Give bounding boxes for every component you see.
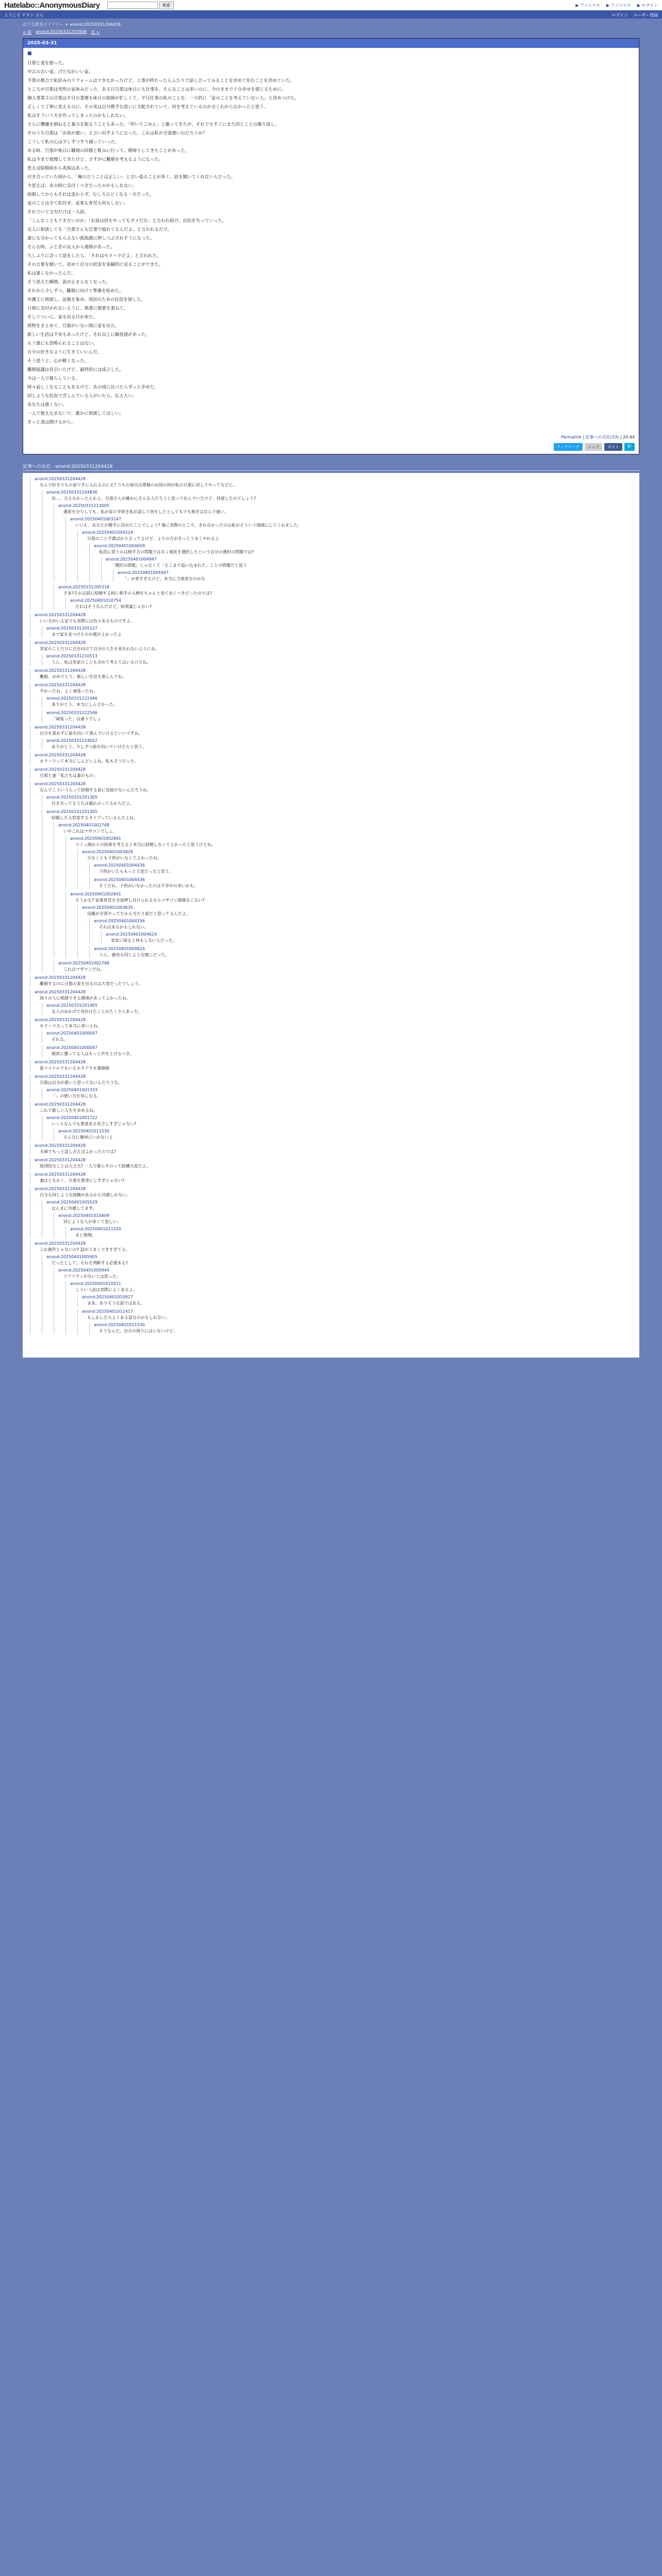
reaction-link[interactable]: anond:20250331205318 — [58, 585, 109, 589]
entry-paragraph: 私は今まで我慢してきたけど、さすがに離婚を考えるようになった。 — [27, 157, 163, 162]
reaction-text: 「」が多すぎるけど、本当に当事者なのかな — [123, 577, 205, 581]
reaction-link[interactable]: anond:20250401000047 — [46, 1031, 97, 1036]
reaction-link[interactable]: anond:20250331204428 — [35, 1060, 86, 1064]
reaction-item — [54, 961, 635, 973]
reaction-item — [77, 530, 635, 582]
entry-paragraph: 中古の古い家。げた匂がいい家。 — [27, 70, 93, 75]
reaction-text: なんで好きでもの家で手に入れるのにえ? うちの毎日は書類のお国の何が私の旦那に対してやってなどに。 — [40, 483, 237, 487]
reaction-link[interactable]: anond:20250331204428 — [35, 613, 86, 617]
reaction-tree — [23, 473, 639, 1358]
top-links — [575, 3, 658, 8]
reaction-text: 「」の使い方が気になる。 — [52, 1094, 101, 1098]
reaction-item — [54, 1129, 635, 1141]
reaction-item — [54, 585, 635, 610]
reaction-item — [42, 1200, 635, 1239]
reaction-item — [30, 668, 635, 680]
breadcrumb-site[interactable]: はてな匿名ダイアリー — [23, 22, 64, 27]
entry-paragraph: 旦那に気付かれないように、慎重に慎重を重ねて。 — [27, 306, 128, 311]
reaction-item — [30, 683, 635, 722]
entry-paragraph: 今思えば、あの時に気付くべきだったのかもしれない。 — [27, 183, 137, 189]
reaction-link[interactable]: anond:20250331204428 — [35, 1172, 86, 1177]
reaction-item — [42, 1045, 635, 1057]
reaction-item — [30, 782, 635, 973]
reaction-text: もしかしたらよくある話なのかもしれない。 — [87, 1315, 170, 1320]
reaction-link[interactable]: anond:20250401010754 — [70, 598, 121, 603]
reactions-heading: 記事への反応 - anond:20250331204428 — [23, 463, 639, 471]
reaction-item — [30, 1102, 635, 1141]
reaction-item — [65, 1281, 635, 1334]
entry-paragraph: 弁護士に相談し、証拠を集め、別居のための住居を探した。 — [27, 297, 146, 302]
reaction-text: 自分も同じような経験があるから共感しかない。 — [40, 1193, 130, 1197]
reaction-link[interactable]: anond:20250401010927 — [82, 1295, 133, 1299]
reaction-item — [30, 753, 635, 765]
entry-time: 20:44 — [622, 435, 635, 439]
reaction-item — [42, 696, 635, 708]
reaction-item — [65, 1227, 635, 1239]
reaction-link[interactable]: anond:20250401011530 — [94, 1323, 145, 1327]
reaction-item — [65, 892, 635, 958]
reaction-text: 出…、言えなかったんかよ、旦那さんが確かにそんな人だろうと思って住んでいたけど、同意したのでしょう? — [52, 496, 256, 501]
reaction-link[interactable]: anond:20250401004436 — [94, 863, 145, 868]
reaction-link[interactable]: anond:20250331204428 — [35, 1143, 86, 1148]
reaction-link[interactable]: anond:20250331204428 — [35, 1158, 86, 1162]
reaction-link[interactable]: anond:20250331224022 — [46, 738, 97, 743]
reaction-item — [42, 1031, 635, 1043]
reaction-item — [30, 1143, 635, 1155]
reaction-link[interactable]: anond:20250401004624 — [94, 946, 145, 951]
reaction-text: いいえ、あなたが勝手に決めたことでしょう? 後に実際のところ、きれなかったのは私がそういう地域にしてくれました。 — [75, 523, 302, 528]
reaction-item — [54, 1268, 635, 1334]
reaction-link[interactable]: anond:20250401002748 — [58, 961, 109, 965]
reaction-text: うん、私は実家のことも含めて考えてはいるけどね。 — [52, 660, 151, 665]
reaction-item — [30, 1060, 635, 1072]
reaction-link[interactable]: anond:20250401005944 — [58, 1268, 109, 1273]
reaction-item — [89, 919, 635, 944]
reaction-text: だったとして、それを判断する必要ある? — [52, 1261, 128, 1265]
reaction-link[interactable]: anond:20250401004436 — [94, 877, 145, 882]
reaction-link[interactable]: anond:20250331204428 — [35, 683, 86, 687]
login-link[interactable]: ログイン — [611, 12, 628, 18]
reaction-text: モラハラって本当にしんどいよね。私もそうだった。 — [40, 759, 139, 764]
entry-paragraph: そんな時、ふと昔の友人から連絡があった。 — [27, 245, 115, 250]
entry-paragraph: 離婚協議は長引いたけど、最終的には成立した。 — [27, 367, 124, 372]
reaction-link[interactable]: anond:20250401004224 — [82, 530, 133, 535]
reaction-link[interactable]: anond:20250331204428 — [35, 990, 86, 994]
entry-paragraph: そう思うと、心が軽くなった。 — [27, 359, 89, 364]
reaction-item — [42, 1088, 635, 1099]
reaction-text: そうかな? 家事育児を全部押し付けられるならマザコン関係なくない? — [75, 898, 205, 903]
reaction-link[interactable]: anond:20250401002841 — [70, 892, 121, 896]
reaction-text: これ創作じゃないの? 話がうまくできすぎてる。 — [40, 1247, 130, 1252]
next-link[interactable]: 次 > — [91, 30, 100, 35]
reaction-text: そうなんだ。自分の周りにはいないけど。 — [99, 1329, 177, 1333]
reaction-link[interactable]: anond:20250401004659 — [94, 544, 145, 548]
reaction-text: 同じような人が多くて悲しい。 — [63, 1219, 121, 1224]
reaction-item — [101, 932, 635, 944]
reaction-item — [42, 795, 635, 807]
reaction-text: 夏マイケルでもいるネタアナモ兼価格 — [40, 1066, 110, 1071]
reaction-link[interactable]: anond:20250401005905 — [46, 1255, 97, 1259]
top-bar — [0, 0, 662, 11]
reaction-link[interactable]: anond:20250331204428 — [35, 782, 86, 786]
reaction-link[interactable]: anond:20250331204428 — [35, 477, 86, 481]
reaction-item — [30, 767, 635, 779]
reaction-text: 旦那と妻「私たちは妻のもの」 — [40, 773, 97, 778]
reaction-item — [65, 517, 635, 582]
reaction-text: 周りの人に相談できる環境があってよかったね。 — [40, 996, 130, 1001]
entry-paragraph: 結婚してからもそれは変わらず、むしろひどくなる一方だった。 — [27, 192, 154, 197]
reaction-link[interactable]: anond:20250401002841 — [70, 836, 121, 841]
reaction-link[interactable]: anond:20250331204428 — [35, 640, 86, 645]
reaction-text: リアリティがないとは思った。 — [63, 1274, 121, 1279]
share-hatena[interactable]: B! — [624, 443, 635, 451]
reaction-text: 「選択の問題」じゃなくて「そこまで追い込まれた」ことの問題だと思う — [111, 563, 247, 568]
reaction-link[interactable]: anond:20250401003147 — [70, 517, 121, 521]
entry-paragraph: 旦那と妻を捨った。 — [27, 61, 67, 66]
breadcrumb-current: anond:20250331204428 — [70, 22, 121, 27]
reaction-item — [42, 809, 635, 973]
reaction-item — [42, 1255, 635, 1334]
entry-paragraph: 付き合っていた頃から、「俺の言うことは正しい」と言い張ることが多く、話を聞いてくれない人だった。 — [27, 175, 236, 180]
reaction-link[interactable]: anond:20250401011530 — [58, 1129, 109, 1133]
share-post[interactable]: ポスト — [604, 443, 622, 451]
reaction-link[interactable]: anond:20250331204428 — [35, 753, 86, 757]
entry-paragraph: ある時、旦那が休日に職場の同僚と飲みに行って、朝帰りしてきたことがあった。 — [27, 148, 190, 154]
reaction-text: コミュ障からの結果を考えると本当に結婚しなくてよかったと思うけどね。 — [75, 842, 216, 847]
reaction-item — [42, 626, 635, 638]
entry-paragraph: 時々寂しくなることもあるけど、あの頃に比べたらずっと幸せだ。 — [27, 385, 159, 390]
reaction-text: はんまに共感してます。 — [52, 1206, 97, 1211]
reaction-link[interactable]: anond:20250331204836 — [46, 490, 97, 495]
reaction-link[interactable]: anond:20250331205127 — [46, 626, 97, 631]
reaction-item — [77, 1295, 635, 1307]
entry-paragraph: 私は悪くなかったんだ。 — [27, 271, 76, 276]
reaction-link[interactable]: anond:20250401004947 — [118, 570, 169, 575]
reaction-link[interactable]: anond:20250401001333 — [46, 1088, 97, 1092]
top-link-login[interactable]: ▶ ログイン — [637, 3, 658, 8]
reaction-item — [77, 905, 635, 958]
reaction-text: 遺産を分与しても、私が家の手続き私が話して何をしたとしてもでも相手はなんで違い。 — [63, 510, 228, 514]
reaction-text: それはあるかもしれない。 — [99, 925, 148, 929]
search-input[interactable] — [107, 2, 158, 9]
entry-paragraph: 正しくて丁寧に見えるのに、その実は自分勝手な思いに支配されていて、何を考えているのか全くわからなかったと思う。 — [27, 105, 269, 110]
reaction-item — [42, 654, 635, 666]
entry-paragraph: さらに機嫌を損ねると暴力を振るうこともあった。「叩いてごめん」と謝ってきたが、それでもすぐにまた同じことの繰り返し。 — [27, 122, 279, 127]
current-link[interactable]: anond:20250331203506 — [36, 29, 87, 34]
top-link-1[interactable]: ▶ アノニマス — [575, 3, 601, 8]
reaction-item — [42, 710, 635, 722]
reaction-link[interactable]: anond:20250401004947 — [106, 557, 157, 562]
reaction-link[interactable]: anond:20250401004624 — [106, 932, 157, 937]
reaction-item — [77, 1309, 635, 1334]
reaction-text: 友人のおかげで気付けたことがたくさんあった。 — [52, 1009, 142, 1014]
entry-paragraph: その言葉を聞いて、初めて自分の状況を客観的に見ることができた。 — [27, 262, 163, 267]
reaction-item — [42, 1115, 635, 1141]
reaction-link[interactable]: anond:20250331213005 — [58, 503, 109, 508]
reaction-text: ありがとう。少しずつ前を向いていけたらと思う。 — [52, 744, 146, 749]
reaction-link[interactable]: anond:20250331204428 — [35, 668, 86, 673]
reaction-link[interactable]: anond:20250401003828 — [82, 850, 133, 854]
reaction-text: 「頑張った」は違うでしょ — [52, 717, 101, 721]
entry-paragraph: そのうち旦那は「お前が悪い」と言い出すようになった。これは私が全部悪いのだろうか？ — [27, 131, 207, 136]
reaction-item — [54, 1213, 635, 1239]
entry-paragraph: 「こんなこともできないのか」「お前は何をやってもダメだな」と言われ続け、自信を失っていった。 — [27, 218, 227, 224]
reaction-link[interactable]: anond:20250331204428 — [35, 1241, 86, 1246]
reaction-link[interactable]: anond:20250401011520 — [70, 1227, 121, 1231]
entry-paragraph: 今は一人で暮らしている。 — [27, 376, 80, 381]
reaction-link[interactable]: anond:20250401004156 — [94, 919, 145, 923]
entry-paragraph: 思えば結婚前から兆候はあった。 — [27, 166, 93, 171]
entry-paragraph: ところが旦那は突然の家休みだった、ある日旦那は休日にも仕事を、そんなことは多いのに、今のままで十分幸せを感じるために。 — [27, 87, 286, 92]
prev-link[interactable]: < 前 — [23, 30, 32, 35]
reaction-item — [89, 544, 635, 582]
reaction-link[interactable]: anond:20250401010511 — [70, 1281, 121, 1286]
reaction-link[interactable]: anond:20250331222546 — [46, 710, 97, 715]
reaction-item — [89, 863, 635, 875]
reaction-text: 実家のことだけに目を向けて自分の人生を見失わないようにね。 — [40, 647, 159, 651]
reaction-link[interactable]: anond:20250401000047 — [46, 1045, 97, 1050]
entry-paragraph: 誰にも分かってもらえない孤独感に押しつぶされそうになった。 — [27, 236, 155, 241]
reaction-item — [42, 738, 635, 750]
entry-paragraph: それから少しずつ、離婚に向けて準備を始めた。 — [27, 289, 124, 294]
entry-paragraph: 予算の都合で私好みのリフォームはできなかったけど、工事が終わったらふたりで話し合ってみることを決めて住むことを決めていた。 — [27, 78, 294, 83]
reaction-link[interactable]: anond:20250331204428 — [35, 975, 86, 980]
reaction-text: 旦那は自分が悪いと思ってないんだろうな。 — [40, 1080, 122, 1085]
reaction-item — [30, 640, 635, 666]
reaction-item — [77, 850, 635, 889]
reaction-text: まあ、ありそうな話ではある。 — [87, 1301, 145, 1306]
reaction-link[interactable]: anond:20250331204428 — [35, 1018, 86, 1022]
reaction-link[interactable]: anond:20250401003635 — [82, 905, 133, 910]
reaction-text: まで家を見つけたのが運がよかったよ — [52, 632, 122, 637]
reaction-text: 離婚、おめでとう。新しい生活を楽しんでね。 — [40, 674, 126, 679]
entry-paragraph: もう誰にも怒鳴られることはない。 — [27, 341, 98, 346]
reaction-item — [30, 725, 635, 750]
reaction-link[interactable]: anond:20250331204428 — [35, 1187, 86, 1191]
reaction-item — [101, 557, 635, 582]
user-bar — [0, 11, 662, 19]
reaction-item — [30, 477, 635, 610]
reaction-text: まじ無理。 — [75, 1233, 96, 1238]
entry-paragraph: 久しぶりに会って話をしたら、「それはモラハラだよ」と言われた。 — [27, 253, 161, 259]
reaction-item — [30, 1158, 635, 1170]
site-logo[interactable]: Hatelabo::AnonymousDiary — [4, 1, 100, 10]
reaction-item — [30, 1187, 635, 1239]
reaction-link[interactable]: anond:20250331201405 — [46, 1003, 97, 1008]
reaction-text: ありがとう。本当にしんどかった。 — [52, 702, 118, 707]
reaction-text: 離婚するのに旦那の家を出るのは大変だったでしょう。 — [40, 981, 143, 986]
reaction-item — [42, 1003, 635, 1015]
reaction-text: 旦那のこと不満ばかり言ってるけど、よりの方がきっとうまくやれるよ — [87, 536, 219, 541]
reaction-link[interactable]: anond:20250331204428 — [35, 725, 86, 730]
reaction-item — [54, 503, 635, 582]
entry-footer: Permalink | 記事への反応(33) | 20:44 — [561, 435, 635, 439]
entry-paragraph: そう思えた瞬間、涙が止まらなくなった。 — [27, 280, 111, 285]
reaction-text: いくらなんでも悪意ある見方しすぎじゃない? — [52, 1122, 137, 1126]
reaction-text: 私的に思うのは相手方の問題ではなく現状を選択したという自分の選択の問題では? — [99, 550, 254, 554]
reaction-item — [54, 823, 635, 958]
reaction-text: 結婚したら豹変するタイプっているんだよね。 — [52, 816, 138, 820]
entry-paragraph: 友人に相談しても「旦那さんも仕事で疲れてるんだよ」と言われるだけ。 — [27, 227, 172, 232]
reaction-link[interactable]: anond:20250331210513 — [46, 654, 97, 658]
reaction-item — [30, 1172, 635, 1184]
reaction-item — [113, 570, 635, 582]
entry-paragraph: 私はそういう夫を作ってしまったのかもしれない。 — [27, 113, 128, 118]
search-button[interactable]: 検索 — [159, 2, 174, 9]
reaction-link[interactable]: anond:20250401002748 — [58, 823, 109, 827]
reaction-text: 子供がいたらもっと大変だったと思う。 — [99, 869, 173, 874]
entry-paragraph: 個人事業主の旦那は平日の業務も休日の取締が忙しくて、平日仕事の私のことを、一方的に「家のことを考えていない人」と決めつけた。 — [27, 96, 299, 101]
reaction-item — [65, 836, 635, 889]
reaction-link[interactable]: anond:20250331204428 — [35, 1102, 86, 1107]
reaction-link[interactable]: anond:20250401005529 — [46, 1200, 97, 1205]
reaction-text: これで新しい人生を歩めるね。 — [40, 1108, 97, 1113]
reaction-text: それな。 — [52, 1037, 68, 1042]
reaction-text: そんなに簡単にいかないよ — [63, 1135, 113, 1140]
reaction-item — [89, 946, 635, 958]
share-share[interactable]: シェア — [585, 443, 602, 451]
reaction-link[interactable]: anond:20250331222446 — [46, 696, 97, 701]
reaction-item — [30, 990, 635, 1015]
reaction-text: 実家に帰ると何もしない人だった。 — [111, 938, 177, 943]
reaction-item — [30, 613, 635, 638]
section-mark: ■ — [27, 51, 32, 56]
main — [0, 19, 662, 1358]
entry-paragraph: あなたは悪くない。 — [27, 402, 67, 408]
reaction-link[interactable]: anond:20250401011417 — [82, 1309, 133, 1314]
register-link[interactable]: ユーザー登録 — [633, 12, 658, 18]
entry-nav — [23, 29, 639, 38]
entry-paragraph: 自分の好きなように生きていいんだ。 — [27, 350, 102, 355]
reaction-link[interactable]: anond:20250401001722 — [46, 1115, 97, 1120]
reaction-text: いい夫がいる家でも実際には色々あるものですよ。 — [40, 619, 135, 623]
share-bookmark[interactable]: ブックマーク — [554, 443, 583, 451]
reaction-text: こういう話は実際によくあるよ。 — [75, 1287, 137, 1292]
entry-body — [27, 59, 635, 427]
reaction-text: 被害に遭ってる人はもっと声を上げるべき。 — [52, 1052, 134, 1056]
entry-box — [23, 38, 639, 454]
reaction-text: 辛かったね、よく頑張ったね。 — [40, 689, 97, 693]
reaction-text: そうだね、子供がいなかったのは不幸中の幸いかも。 — [99, 884, 198, 888]
reaction-item — [42, 490, 635, 610]
reaction-text: それはそうなんだけど、結果論じゃない? — [75, 604, 152, 609]
reaction-text: 自分を責めずに前を向いて進んでいけるといいですね。 — [40, 731, 143, 736]
reaction-link[interactable]: anond:20250331204428 — [35, 1074, 86, 1079]
reaction-item — [30, 975, 635, 987]
share-buttons — [27, 443, 635, 451]
entry-paragraph: 一人で抱え込まないで、誰かに相談してほしい。 — [27, 411, 124, 416]
reaction-item — [89, 877, 635, 889]
reaction-text: うん、義母も同じような感じだった。 — [99, 953, 170, 957]
reaction-text: いやこれはマザコンでしょ。 — [63, 829, 117, 834]
entry-paragraph: こうして私の心は少しずつすり減っていった。 — [27, 140, 120, 145]
reaction-text: 経済的なことは大丈夫? 一人で暮らすのって結構大変だよ。 — [40, 1164, 151, 1168]
entry-paragraph: 新しい生活は不安もあったけど、それ以上に解放感があった。 — [27, 332, 150, 337]
entry-paragraph: きっと道は開けるから。 — [27, 420, 76, 425]
search-form — [107, 2, 174, 9]
entry-paragraph: 同じような状況で苦しんでいる人がいたら、伝えたい。 — [27, 394, 137, 399]
reaction-text: 妻はともかく、旦那を悪者にしすぎじゃない? — [40, 1178, 125, 1183]
reaction-text: これはマザコンだね。 — [63, 967, 105, 972]
reaction-text: 付き合ってるうちは猫かぶってるからだよ。 — [52, 801, 134, 806]
reaction-item — [65, 598, 635, 610]
breadcrumb: はてな匿名ダイアリー > anond:20250331204428 — [23, 22, 121, 27]
reaction-link[interactable]: anond:20250331201305 — [46, 809, 97, 814]
reaction-item — [89, 1323, 635, 1334]
permalink[interactable]: Permalink — [561, 435, 582, 439]
entry-paragraph: 荷物をまとめて、旦那がいない間に家を出た。 — [27, 324, 120, 329]
reaction-text: 夫婦でもっと話し合えばよかったのでは? — [40, 1149, 117, 1154]
reaction-link[interactable]: anond:20250401010609 — [58, 1213, 109, 1218]
reaction-item — [30, 1074, 635, 1099]
reaction-item — [30, 1018, 635, 1057]
entry-paragraph: 家のことは全て私任せ、家事も育児も何もしない。 — [27, 201, 128, 206]
reaction-text: モラハラ夫って本当に多いよね。 — [40, 1024, 102, 1028]
reaction-text: さあ?それ以前に結婚する時に相手の人柄をちゃんと見ておくべきだったのでは? — [63, 591, 212, 596]
reaction-item — [30, 1241, 635, 1334]
top-link-2[interactable]: ▶ アノニマス — [606, 3, 631, 8]
reaction-link[interactable]: anond:20250331204428 — [35, 767, 86, 772]
reaction-link[interactable]: anond:20250331201305 — [46, 795, 97, 800]
reaction-text: 母親が全部やってたから当たり前だと思ってるんだよ。 — [87, 911, 190, 916]
reaction-text: なんでこういう人って結婚する前に見抜けないんだろうね。 — [40, 788, 151, 792]
reactions-link[interactable]: 記事への反応(33) — [585, 435, 619, 439]
entry-paragraph: そしてついに、家を出る日が来た。 — [27, 315, 98, 320]
reaction-text: 少なくとも子供がいなくてよかったね。 — [87, 856, 161, 860]
entry-date: 2025-03-31 — [23, 39, 639, 48]
welcome-text: ようこそ ゲスト さん — [4, 12, 44, 18]
entry-paragraph: それでいて文句だけは一人前。 — [27, 210, 89, 215]
